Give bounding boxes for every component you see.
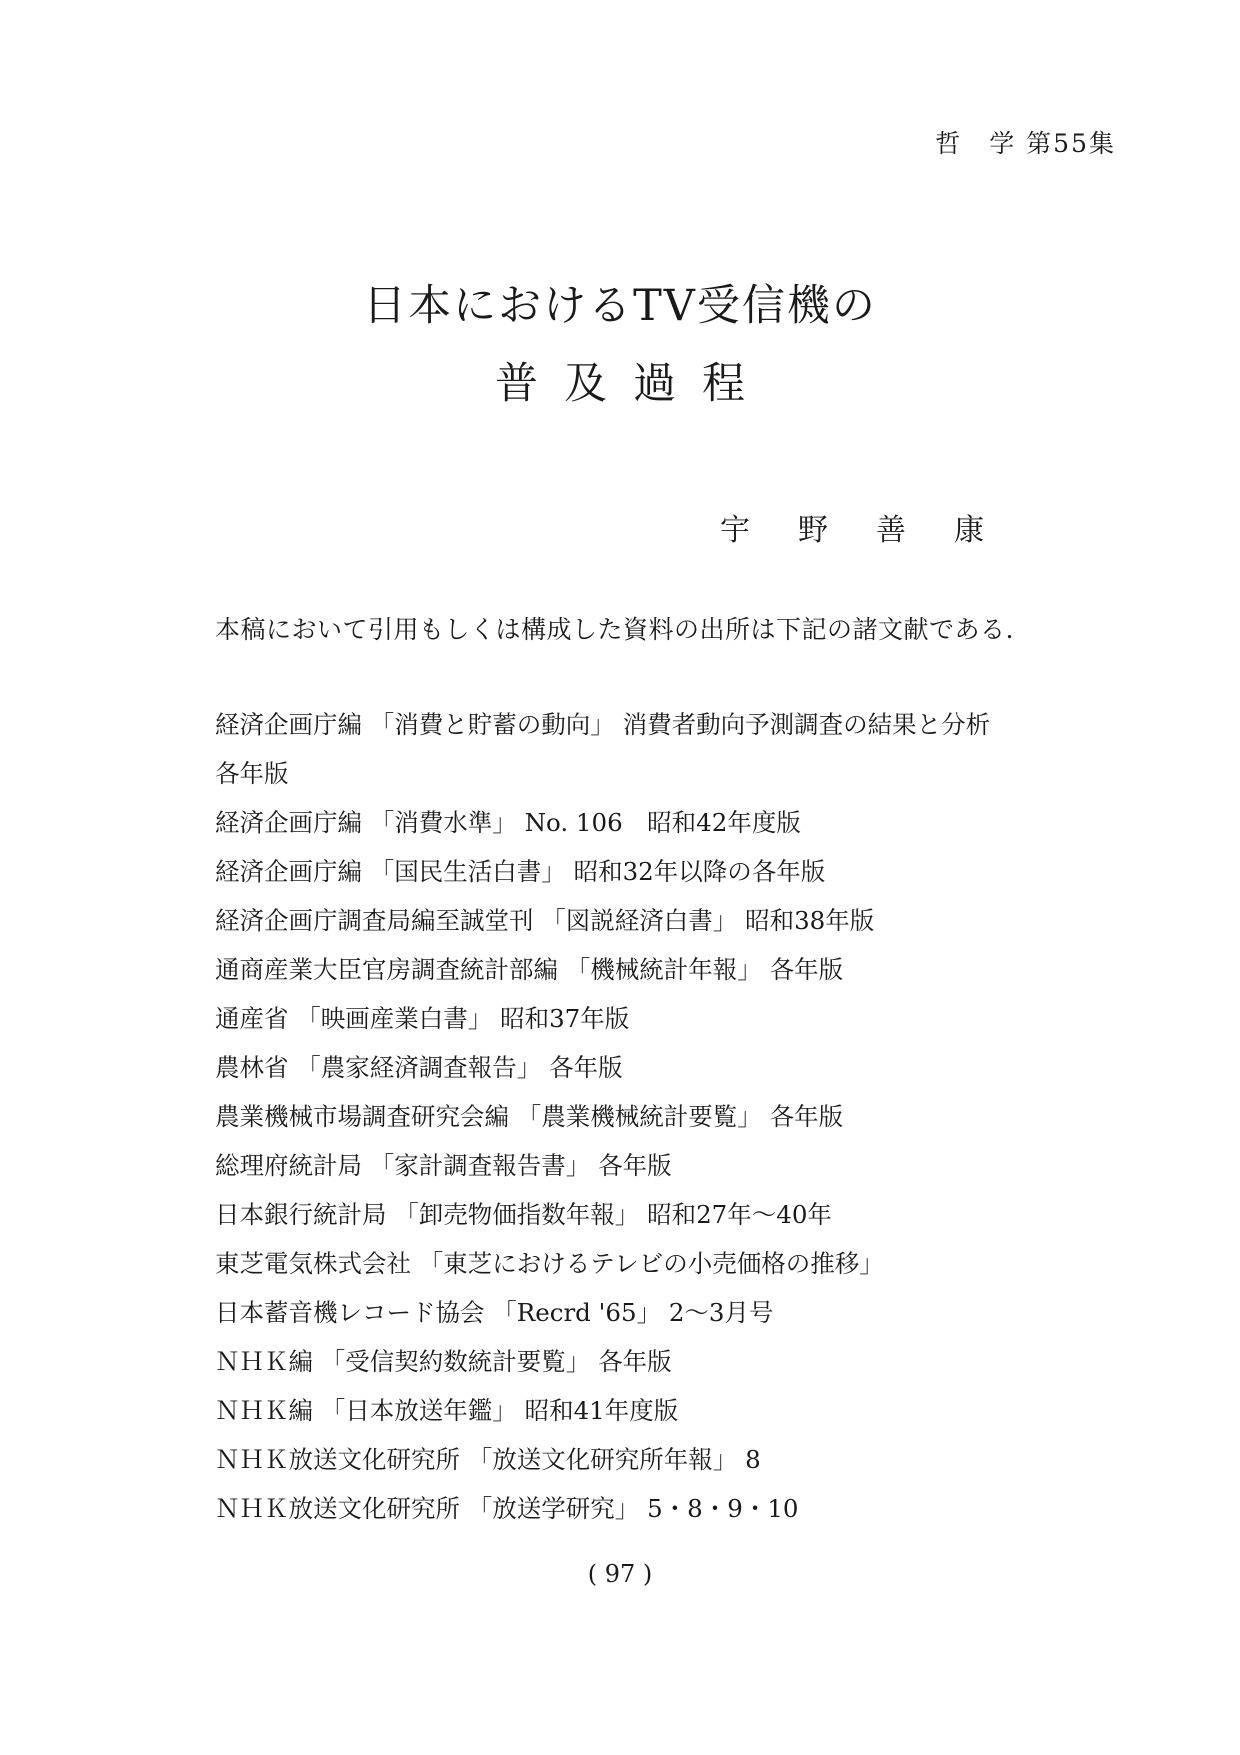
reference-item — [215, 1386, 1095, 1435]
reference-text: ＮＨＫ放送文化研究所 「放送学研究」 5・8・9・10 — [215, 1494, 799, 1523]
reference-text: ＮＨＫ編 「日本放送年鑑」 昭和41年度版 — [215, 1396, 679, 1425]
reference-text: 経済企画庁編 「消費水準」 No. 106 昭和42年度版 — [215, 808, 801, 837]
reference-item — [215, 798, 1095, 847]
reference-item — [215, 896, 1095, 945]
reference-text: 日本蓄音機レコード協会 「Recrd '65」 2～3月号 — [215, 1298, 774, 1327]
reference-item — [215, 994, 1095, 1043]
reference-list — [215, 700, 1095, 1533]
reference-item — [215, 1239, 1095, 1288]
reference-item — [215, 1484, 1095, 1533]
reference-item — [215, 1337, 1095, 1386]
reference-item — [215, 1141, 1095, 1190]
reference-text: 経済企画庁調査局編至誠堂刊 「図説経済白書」 昭和38年版 — [215, 906, 875, 935]
article-title-line-2: 普及過程 — [495, 359, 771, 409]
reference-item — [215, 1190, 1095, 1239]
reference-text: 通産省 「映画産業白書」 昭和37年版 — [215, 1004, 630, 1033]
reference-continuation: 各年版 — [215, 759, 289, 788]
reference-text: 日本銀行統計局 「卸売物価指数年報」 昭和27年～40年 — [215, 1200, 832, 1229]
reference-item — [215, 700, 1095, 798]
reference-item — [215, 945, 1095, 994]
reference-text: 東芝電気株式会社 「東芝におけるテレビの小売価格の推移」 — [215, 1249, 884, 1278]
journal-header: 哲 学 第55集 — [935, 129, 1116, 158]
page-number: ( 97 ) — [587, 1560, 653, 1588]
reference-text: 経済企画庁編 「消費と貯蓄の動向」 消費者動向予測調査の結果と分析 — [215, 710, 991, 739]
reference-text: ＮＨＫ編 「受信契約数統計要覧」 各年版 — [215, 1347, 672, 1376]
reference-item — [215, 847, 1095, 896]
intro-paragraph: 本稿において引用もしくは構成した資料の出所は下記の諸文献である. — [215, 615, 1014, 644]
author-name: 宇野善康 — [720, 513, 1032, 548]
reference-item — [215, 1435, 1095, 1484]
reference-text: 総理府統計局 「家計調査報告書」 各年版 — [215, 1151, 672, 1180]
reference-item — [215, 1043, 1095, 1092]
reference-text: 農業機械市場調査研究会編 「農業機械統計要覧」 各年版 — [215, 1102, 844, 1131]
reference-text: 経済企画庁編 「国民生活白書」 昭和32年以降の各年版 — [215, 857, 826, 886]
reference-item — [215, 1092, 1095, 1141]
reference-item — [215, 1288, 1095, 1337]
reference-text: 農林省 「農家経済調査報告」 各年版 — [215, 1053, 623, 1082]
reference-text: 通商産業大臣官房調査統計部編 「機械統計年報」 各年版 — [215, 955, 844, 984]
article-title-line-1: 日本におけるTV受信機の — [363, 281, 877, 331]
reference-text: ＮＨＫ放送文化研究所 「放送文化研究所年報」 8 — [215, 1445, 761, 1474]
